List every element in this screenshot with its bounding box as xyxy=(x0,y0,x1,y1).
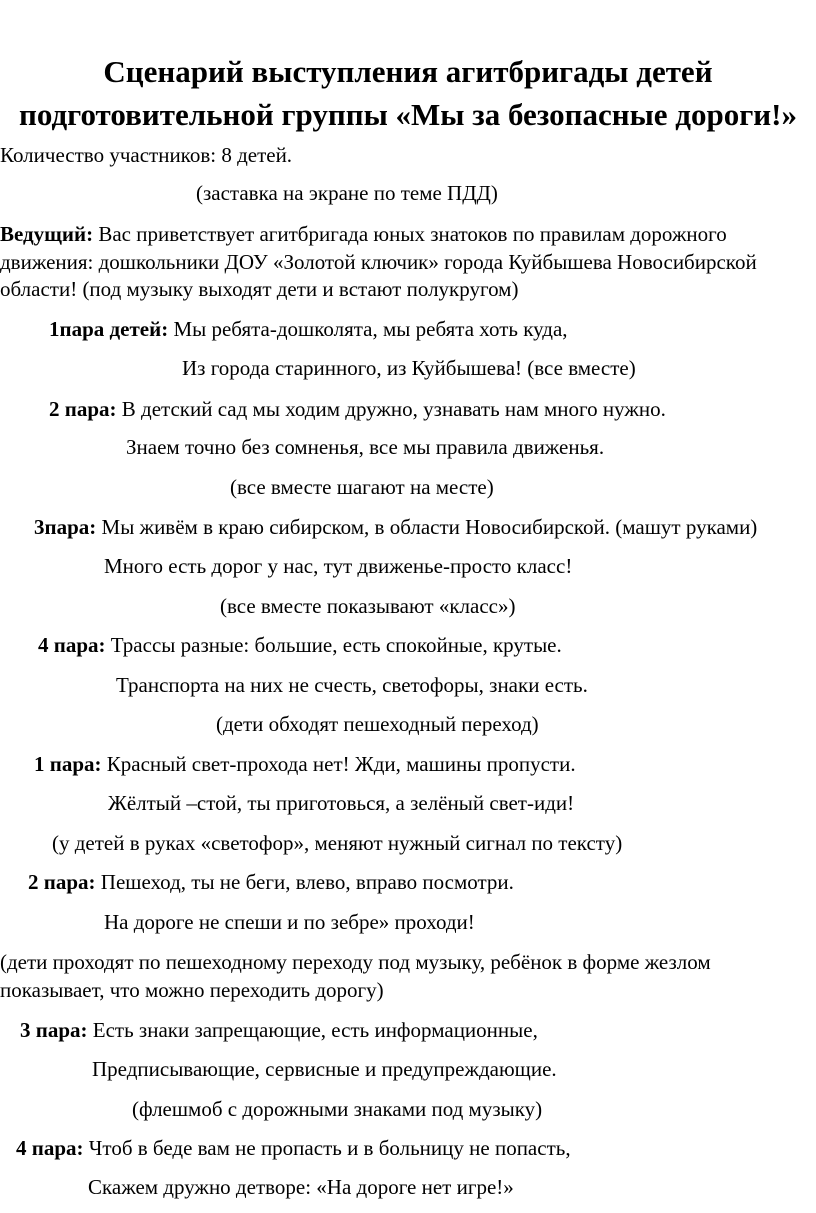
stage-note: (все вместе шагают на месте) xyxy=(230,475,494,499)
stage-note: (у детей в руках «светофор», меняют нужный сигнал по тексту) xyxy=(52,831,623,855)
verse-2-line-2: Знаем точно без сомненья, все мы правила движенья. xyxy=(126,435,605,459)
host-label: Ведущий: xyxy=(0,222,94,246)
speaker-label: 1пара детей: xyxy=(49,317,169,341)
speaker-label: 1 пара: xyxy=(34,752,102,776)
stage-note: (флешмоб с дорожными знаками под музыку) xyxy=(132,1097,543,1121)
stage-note-line-1: (дети проходят по пешеходному переходу под музыку, ребёнок в форме жезлом xyxy=(0,950,711,974)
verse-3-line-1: 3пара: Мы живём в краю сибирском, в области Новосибирской. (машут руками) xyxy=(34,515,758,539)
verse-8-line-1: 4 пара: Чтоб в беде вам не пропасть и в больницу не попасть, xyxy=(16,1136,571,1160)
verse-7-line-1: 3 пара: Есть знаки запрещающие, есть информационные, xyxy=(20,1018,538,1042)
verse-4-line-2: Транспорта на них не счесть, светофоры, знаки есть. xyxy=(116,673,588,697)
verse-7-line-2: Предписывающие, сервисные и предупреждающие. xyxy=(92,1057,557,1081)
host-line-2: движения: дошкольники ДОУ «Золотой ключик» города Куйбышева Новосибирской xyxy=(0,250,757,274)
host-line-1: Ведущий: Вас приветствует агитбригада юных знатоков по правилам дорожного xyxy=(0,222,727,246)
stage-note-line-2: показывает, что можно переходить дорогу) xyxy=(0,978,384,1002)
verse-5-line-2: Жёлтый –стой, ты приготовься, а зелёный свет-иди! xyxy=(108,791,575,815)
verse-8-line-2: Скажем дружно детворе: «На дороге нет игре!» xyxy=(88,1175,514,1199)
participants-count: Количество участников: 8 детей. xyxy=(0,143,293,167)
verse-3-line-2: Много есть дорог у нас, тут движенье-просто класс! xyxy=(104,554,573,578)
speaker-label: 3пара: xyxy=(34,515,97,539)
verse-6-line-1: 2 пара: Пешеход, ты не беги, влево, вправо посмотри. xyxy=(28,870,514,894)
verse-4-line-1: 4 пара: Трассы разные: большие, есть спокойные, крутые. xyxy=(38,633,562,657)
speaker-label: 2 пара: xyxy=(28,870,96,894)
host-line-3: области! (под музыку выходят дети и встают полукругом) xyxy=(0,277,519,301)
verse-1-line-1: 1пара детей: Мы ребята-дошколята, мы ребята хоть куда, xyxy=(49,317,568,341)
verse-6-line-2: На дороге не спеши и по зебре» проходи! xyxy=(104,910,475,934)
speaker-label: 2 пара: xyxy=(49,397,117,421)
stage-note: (дети обходят пешеходный переход) xyxy=(216,712,539,736)
document-title xyxy=(0,50,816,136)
speaker-label: 4 пара: xyxy=(16,1136,84,1160)
speaker-label: 4 пара: xyxy=(38,633,106,657)
verse-1-line-2: Из города старинного, из Куйбышева! (все вместе) xyxy=(182,356,636,380)
verse-5-line-1: 1 пара: Красный свет-прохода нет! Жди, машины пропусти. xyxy=(34,752,576,776)
stage-note-screen: (заставка на экране по теме ПДД) xyxy=(196,181,498,205)
title-line-2: подготовительной группы «Мы за безопасные дороги!» xyxy=(19,97,797,132)
speaker-label: 3 пара: xyxy=(20,1018,88,1042)
stage-note: (все вместе показывают «класс») xyxy=(220,594,516,618)
title-line-1: Сценарий выступления агитбригады детей xyxy=(103,54,713,89)
verse-2-line-1: 2 пара: В детский сад мы ходим дружно, узнавать нам много нужно. xyxy=(49,397,666,421)
